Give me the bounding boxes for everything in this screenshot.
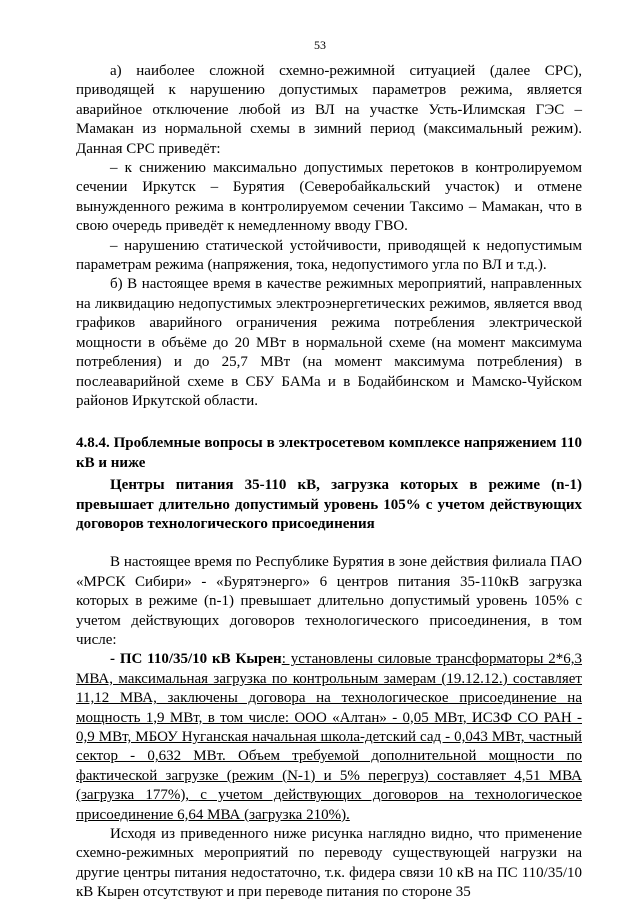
paragraph-a-item-1: – к снижению максимально допустимых перетоков в контролируемом сечении Иркутск – Бурятия (Северобайкальский участок) и отмене вынужденного режима в контролируемом сечении Таксимо – Мамакан, что в свою очередь приведёт к немедленному вводу ГВО. <box>76 160 582 235</box>
paragraph-b: б) В настоящее время в качестве режимных мероприятий, направленных на ликвидацию недопустимых электроэнергетических режимов, является ввод графиков аварийного ограничения режима потребления электрической мощности в объёме до 20 МВт в нормальной схеме (на момент максимума потребления) и до 25,7 МВт (на момент максимума потребления) в послеаварийной схеме в СБУ БАМа и в Бодайбинском и Мамско-Чуйском районов Иркутской области. <box>76 276 582 409</box>
section-4-8-4 <box>76 434 582 534</box>
intro-paragraph: В настоящее время по Республике Бурятия в зоне действия филиала ПАО «МРСК Сибири» - «Бурятэнерго» 6 центров питания 35-110кВ загрузка которых в режиме (n-1) превышает длительно допустимый уровень 105% с учетом действующих договоров технологического присоединения, в том числе: <box>76 554 582 648</box>
kyren-label: - ПС 110/35/10 кВ Кырен <box>110 651 282 668</box>
paragraph-a: а) наиболее сложной схемно-режимной ситуацией (далее СРС), приводящей к нарушению допустимых параметров режима, является аварийное отключение любой из ВЛ на участке Усть-Илимская ГЭС – Мамакан из нормальной схемы в зимний период (максимальный режим). Данная СРС приведёт: <box>76 63 582 157</box>
document-body <box>76 62 582 903</box>
kyren-text: : установлены силовые трансформаторы 2*6,3 МВА, максимальная загрузка по контрольным замерам (19.12.12.) составляет 11,12 МВА, заключены договора на технологическое присоединение на мощность 1,9 МВт, в том числе: ООО «Алтан» - 0,05 МВт, ИСЗФ СО РАН - 0,9 МВт, МБОУ Нуганская начальная школа-детский сад - 0,043 МВт, частный сектор - 0,632 МВт. Объем требуемой дополнительной мощности по фактической загрузке (режим (N-1) и 5% перегруз) составляет 4,51 МВА (загрузка 177%), с учетом действующих договоров на технологическое присоединение 6,64 МВА (загрузка 210%). <box>76 651 582 823</box>
section-heading: 4.8.4. Проблемные вопросы в электросетевом комплексе напряжением 110 кВ и ниже <box>76 435 582 471</box>
section-subheading: Центры питания 35-110 кВ, загрузка которых в режиме (n-1) превышает длительно допустимый уровень 105% с учетом действующих договоров технологического присоединения <box>76 477 582 532</box>
figure-paragraph: Исходя из приведенного ниже рисунка наглядно видно, что применение схемно-режимных мероприятий по переводу существующей нагрузки на другие центры питания недостаточно, т.к. фидера связи 10 кВ на ПС 110/35/10 кВ Кырен отсутствуют и при переводе питания по стороне 35 <box>76 826 582 901</box>
paragraph-a-item-2: – нарушению статической устойчивости, приводящей к недопустимым параметрам режима (напряжения, тока, недопустимого угла по ВЛ и т.д.). <box>76 237 582 274</box>
page-number: 53 <box>314 38 326 52</box>
kyren-paragraph <box>76 650 582 825</box>
